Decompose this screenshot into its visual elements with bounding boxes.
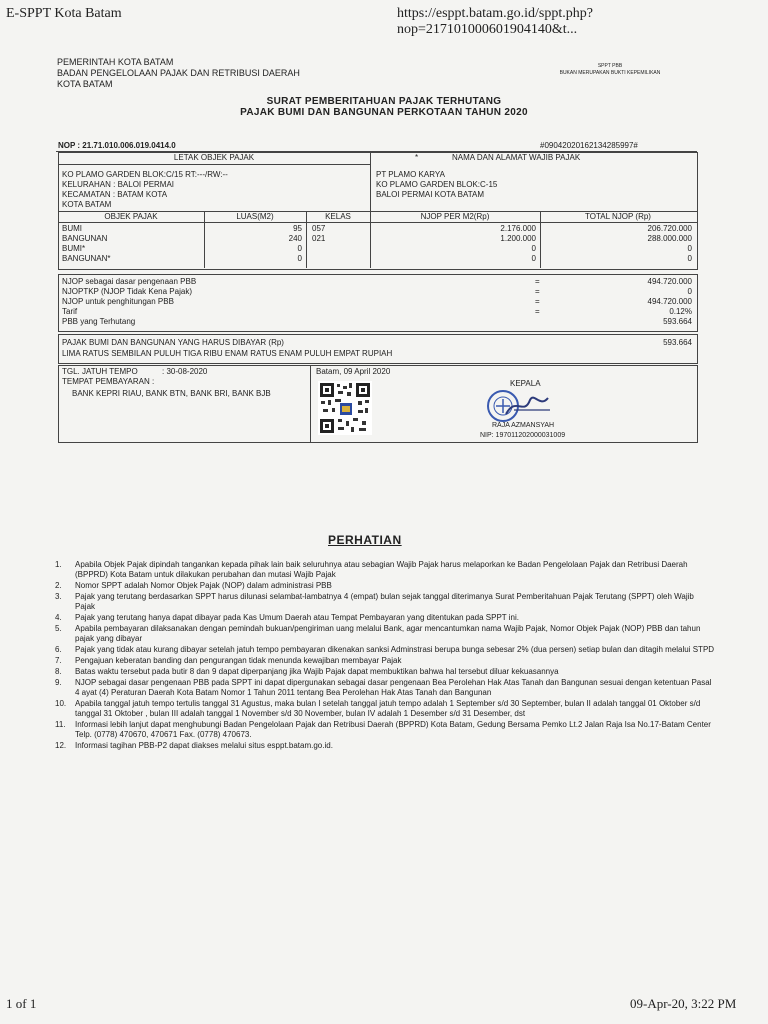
object-line-3: KECAMATAN : BATAM KOTA <box>62 190 168 199</box>
th-objek: OBJEK PAJAK <box>104 212 158 221</box>
official-stamp-signature <box>484 386 554 426</box>
th-luas: LUAS(M2) <box>236 212 274 221</box>
sppt-note <box>520 63 700 77</box>
object-line-2: KELURAHAN : BALOI PERMAI <box>62 180 175 189</box>
calc-label: PBB yang Terhutang <box>62 317 136 326</box>
table-cell: 1.200.000 <box>500 234 536 243</box>
calc-label: NJOP sebagai dasar pengenaan PBB <box>62 277 197 286</box>
list-item-text: Apabila tanggal jatuh tempo tertulis tanggal 31 Agustus, maka bulan I setelah tanggal jatuh tempo adalah 1 September s/d 30 September, bulan II adalah tanggal 01 Oktober s/d tanggal 31 Oktober , bulan III adalah tanggal 1 November s/d 30 November, bulan IV adalah 1 Desember s/d 31 Desember, dst <box>75 699 701 718</box>
sign-name: RAJA AZMANSYAH <box>492 422 555 429</box>
banks: BANK KEPRI RIAU, BANK BTN, BANK BRI, BANK BJB <box>72 389 271 398</box>
list-item-text: Batas waktu tersebut pada butir 8 dan 9 dapat diperpanjang jika Wajib Pajak dapat membuktikan bahwa hal tersebut diluar kekuasannya <box>75 667 559 676</box>
table-cell: 0 <box>531 244 536 253</box>
attention-list <box>55 560 715 752</box>
list-item-number: 9. <box>55 678 62 687</box>
list-item-text: Pajak yang terutang berdasarkan SPPT harus dilunasi selambat-lambatnya 4 (empat) bulan sejak tanggal diterimanya Surat Pemberitahuan Pajak Terutang (SPPT) oleh Wajib Pajak <box>75 592 694 611</box>
browser-url: https://esppt.batam.go.id/sppt.php?nop=217101000601904140&t... <box>397 6 593 37</box>
calc-value: 494.720.000 <box>647 277 692 286</box>
object-line-4: KOTA BATAM <box>62 200 112 209</box>
org-header <box>57 57 300 90</box>
eq-sign: = <box>535 307 540 316</box>
table-cell: 0 <box>687 254 692 263</box>
eq-sign: = <box>535 297 540 306</box>
browser-title: E-SPPT Kota Batam <box>6 6 122 21</box>
calc-value: 494.720.000 <box>647 297 692 306</box>
doc-title-line-1: SURAT PEMBERITAHUAN PAJAK TERHUTANG <box>266 96 502 107</box>
list-item <box>55 720 715 740</box>
list-item-text: Pajak yang tidak atau kurang dibayar setelah jatuh tempo pembayaran dikenakan sanksi Adminstrasi berupa bunga sebesar 2% (dua persen) setiap bulan dan ditagih melalui STPD <box>75 645 715 654</box>
list-item <box>55 581 715 591</box>
table-cell: 021 <box>312 234 326 243</box>
object-line-1: KO PLAMO GARDEN BLOK:C/15 RT:---/RW:-- <box>62 170 228 179</box>
list-item-number: 1. <box>55 560 62 569</box>
table-cell: BUMI* <box>62 244 86 253</box>
table-cell: BANGUNAN* <box>62 254 111 263</box>
doc-title <box>0 96 768 118</box>
sign-place-date: Batam, 09 April 2020 <box>316 367 391 376</box>
calc-label: NJOPTKP (NJOP Tidak Kena Pajak) <box>62 287 192 296</box>
browser-print-datetime: 09-Apr-20, 3:22 PM <box>630 996 737 1011</box>
list-item <box>55 624 715 644</box>
list-item-text: Pengajuan keberatan banding dan pengurangan tidak menunda kewajiban membayar Pajak <box>75 656 402 665</box>
org-line-2: BADAN PENGELOLAAN PAJAK DAN RETRIBUSI DAERAH <box>57 68 300 78</box>
sign-nip: NIP: 197011202000031009 <box>480 432 566 439</box>
th-njop-m2: NJOP PER M2(Rp) <box>420 212 490 221</box>
taxpayer-heading: NAMA DAN ALAMAT WAJIB PAJAK <box>452 153 581 162</box>
sppt-note-line-1: SPPT PBB <box>597 63 623 69</box>
table-cell: 0 <box>297 244 302 253</box>
table-cell: 057 <box>312 224 326 233</box>
col-njop-m2 <box>370 224 536 264</box>
org-line-3: KOTA BATAM <box>57 79 113 89</box>
table-cell: 95 <box>293 224 302 233</box>
njop-table-header-rule <box>58 222 697 223</box>
calc-labels <box>62 277 362 327</box>
list-item <box>55 592 715 612</box>
calc-value: 0.12% <box>669 307 692 316</box>
object-address <box>62 170 228 210</box>
doc-code: #0904202016213428599​7# <box>540 141 638 150</box>
list-item-text: Informasi tagihan PBB-P2 dapat diakses melalui situs esppt.batam.go.id. <box>75 741 333 750</box>
payable-label: PAJAK BUMI DAN BANGUNAN YANG HARUS DIBAYAR (Rp) <box>62 338 284 347</box>
calc-value: 593.664 <box>663 317 692 326</box>
place-label: TEMPAT PEMBAYARAN : <box>62 377 155 386</box>
list-item <box>55 678 715 698</box>
table-cell: BANGUNAN <box>62 234 108 243</box>
table-cell: 0 <box>297 254 302 263</box>
list-item-number: 4. <box>55 613 62 622</box>
attention-heading: PERHATIAN <box>328 533 402 547</box>
list-item-number: 7. <box>55 656 62 665</box>
list-item-number: 11. <box>55 720 66 729</box>
sign-role: KEPALA <box>510 379 541 388</box>
object-heading: LETAK OBJEK PAJAK <box>173 153 255 162</box>
table-cell: 0 <box>687 244 692 253</box>
eq-sign: = <box>535 287 540 296</box>
list-item <box>55 613 715 623</box>
list-item-text: Pajak yang terutang hanya dapat dibayar pada Kas Umum Daerah atau Tempat Pembayaran yang ditentukan pada SPPT ini. <box>75 613 519 622</box>
taxpayer-line-2: KO PLAMO GARDEN BLOK:C-15 <box>376 180 498 189</box>
list-item-number: 12. <box>55 741 67 750</box>
th-kelas: KELAS <box>325 212 351 221</box>
th-total: TOTAL NJOP (Rp) <box>585 212 651 221</box>
object-heading-rule <box>58 164 370 165</box>
qr-code-icon <box>318 381 372 435</box>
list-item-text: Nomor SPPT adalah Nomor Objek Pajak (NOP) dalam administrasi PBB <box>75 581 332 590</box>
calc-label: NJOP untuk penghitungan PBB <box>62 297 174 306</box>
table-cell: 288.000.000 <box>647 234 692 243</box>
due-label: TGL. JATUH TEMPO <box>62 367 138 376</box>
payable-amount: 593.664 <box>663 338 692 347</box>
taxpayer-line-3: BALOI PERMAI KOTA BATAM <box>376 190 485 199</box>
calc-values <box>540 277 692 327</box>
list-item-number: 8. <box>55 667 62 676</box>
table-cell: 2.176.000 <box>500 224 536 233</box>
table-cell: 240 <box>288 234 302 243</box>
list-item-text: NJOP sebagai dasar pengenaan PBB pada SPPT ini dapat dipergunakan sebagai dasar pengenaan Bea Perolehan Hak Atas Tanah dan Bangunan sesuai dengan ketentuan Pasal 4 ayat (4) Peraturan Daerah Kota Batam Nomor 1 Tahun 2011 tentang Bea Perolehan Hak Atas Tanah dan Bangunan <box>75 678 712 697</box>
col-total <box>540 224 692 264</box>
col-kelas <box>312 224 368 244</box>
col-objek <box>62 224 202 264</box>
list-item-number: 6. <box>55 645 62 654</box>
list-item-number: 10. <box>55 699 67 708</box>
list-item-text: Informasi lebih lanjut dapat menghubungi Badan Pengelolaan Pajak dan Retribusi Daerah (BPPRD) Kota Batam, Gedung Bersama Pemko Lt.2 Jalan Raja Isa No.17-Batam Center Telp. (0778) 470670, 470671 Fax. (0778) 470673. <box>75 720 711 739</box>
payable-words: LIMA RATUS SEMBILAN PULUH TIGA RIBU ENAM RATUS ENAM PULUH EMPAT RUPIAH <box>62 349 393 358</box>
list-item <box>55 645 715 655</box>
org-line-1: PEMERINTAH KOTA BATAM <box>57 57 174 67</box>
taxpayer-address <box>376 170 497 200</box>
list-item-text: Apabila pembayaran dilaksanakan dengan pemindah bukuan/pengiriman uang melalui Bank, agar mencantumkan nama Wajib Pajak, Nomor Objek Pajak (NOP) PBB dan tahun pajak yang dibayar <box>75 624 701 643</box>
nop-number: NOP : 21.71.010.006.019.0414.0 <box>58 141 176 150</box>
calc-value: 0 <box>687 287 692 296</box>
list-item <box>55 560 715 580</box>
due-date: : 30-08-2020 <box>162 367 208 376</box>
list-item <box>55 656 715 666</box>
col-luas <box>204 224 302 264</box>
list-item-text: Apabila Objek Pajak dipindah tangankan kepada pihak lain baik seluruhnya atau sebagian Wajib Pajak harus melaporkan ke Badan Pengelolaan Pajak dan Retribusi Daerah (BPPRD) Kota Batam untuk dilakukan perubahan dan mutasi Wajib Pajak <box>75 560 688 579</box>
list-item-number: 3. <box>55 592 62 601</box>
eq-sign: = <box>535 277 540 286</box>
list-item-number: 2. <box>55 581 62 590</box>
list-item <box>55 741 715 751</box>
table-cell: BUMI <box>62 224 82 233</box>
doc-title-line-2: PAJAK BUMI DAN BANGUNAN PERKOTAAN TAHUN 2020 <box>240 107 528 118</box>
sppt-note-line-2: BUKAN MERUPAKAN BUKTI KEPEMILIKAN <box>559 70 661 76</box>
taxpayer-line-1: PT PLAMO KARYA <box>376 170 445 179</box>
table-cell: 206.720.000 <box>647 224 692 233</box>
calc-label: Tarif <box>62 307 78 316</box>
list-item <box>55 699 715 719</box>
taxpayer-bullet: * <box>415 153 419 162</box>
browser-page-count: 1 of 1 <box>6 996 37 1011</box>
table-cell: 0 <box>531 254 536 263</box>
list-item <box>55 667 715 677</box>
payment-divider <box>310 365 311 442</box>
list-item-number: 5. <box>55 624 62 633</box>
